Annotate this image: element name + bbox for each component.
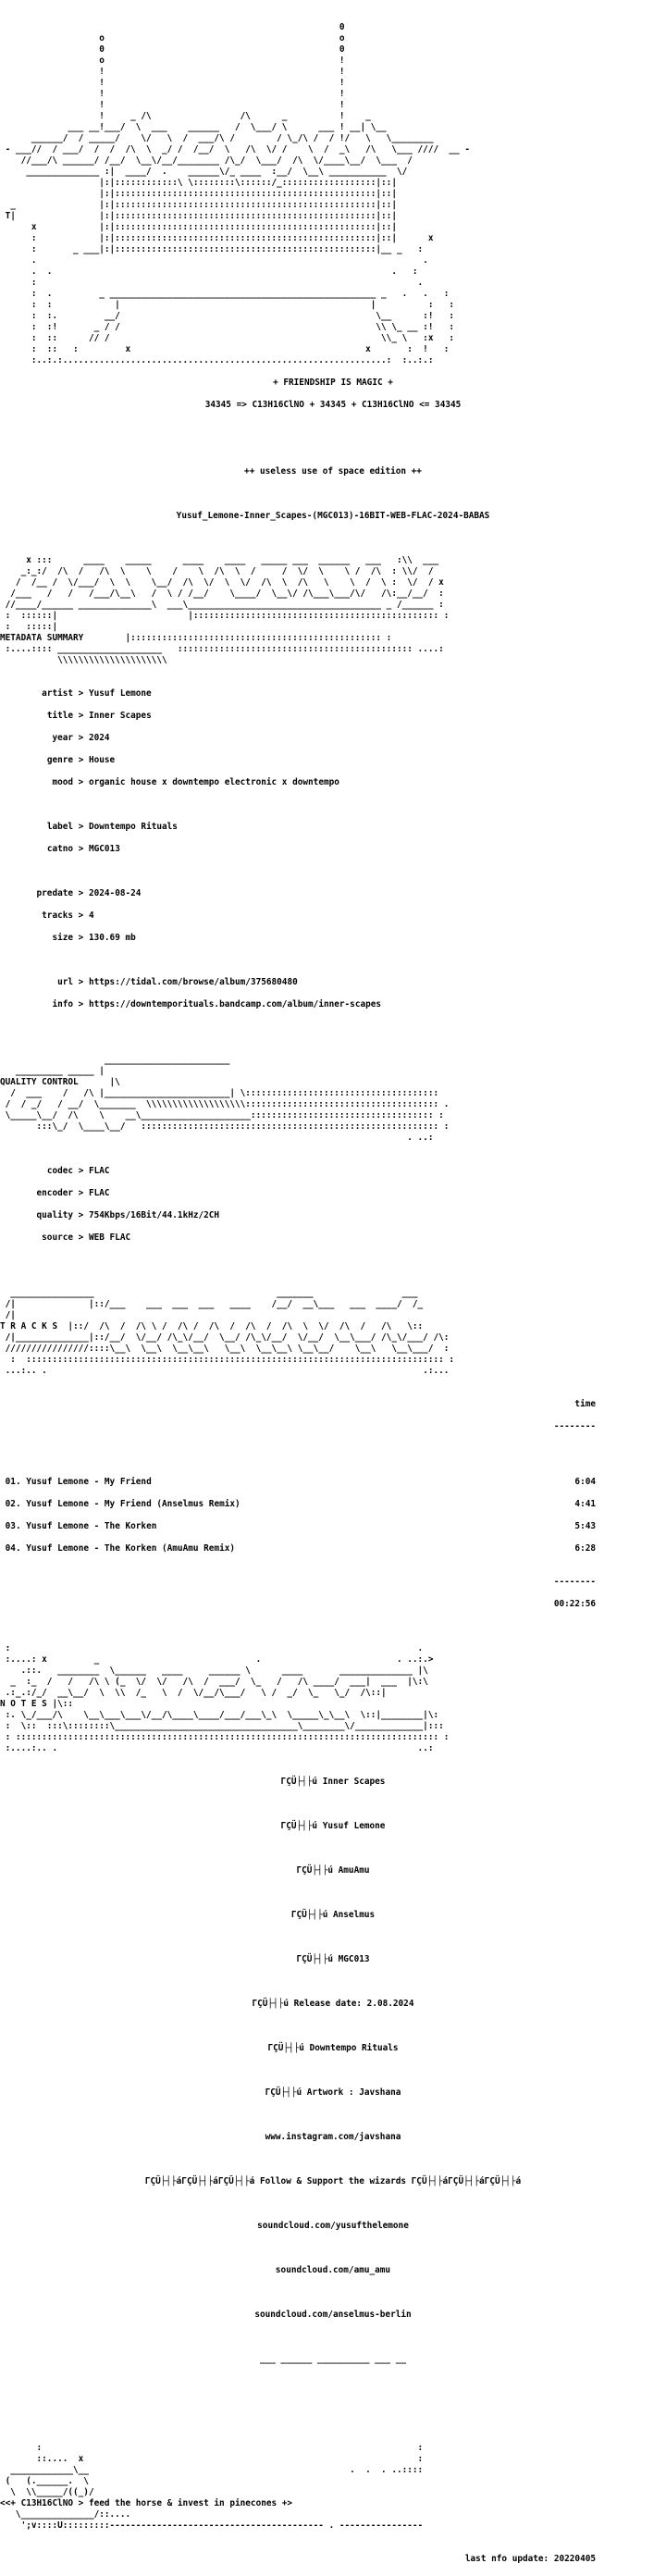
quality-codec-value: FLAC	[88, 1166, 110, 1176]
spacer	[0, 533, 666, 544]
quality-quality: quality > 754Kbps/16Bit/44.1kHz/2CH	[36, 1210, 220, 1220]
note-line: ΓÇÜ├┤├ú Anselmus	[290, 1910, 376, 1920]
tracks-separator-top: --------	[553, 1421, 596, 1431]
notes-ascii-art-2: |\:: :. \_/___/\ \__\___\___\/__/\____\____/___/___\_\ \_____\_\__\ \::|________|\: : \:: :::\::::::::\___________________________________\________\/_____________|::: : ::::::::::::::::::::::::::::::::::::::::::::::::::::::::::::::::::::::::::::::::: : :....:.. . ..:	[5, 1699, 450, 1753]
meta-mood-value: organic house x downtempo electronic x downtempo	[88, 777, 339, 787]
tracks-separator-bottom: --------	[553, 1577, 596, 1587]
spacer	[0, 799, 666, 811]
track-time: 6:28	[574, 1543, 596, 1554]
note-line: soundcloud.com/yusufthelemone	[257, 2221, 409, 2231]
spacer	[0, 2110, 666, 2121]
quality-source-value: WEB FLAC	[88, 1232, 131, 1243]
track-number: 02.	[5, 1499, 21, 1509]
tracks-section-title: T R A C K S	[0, 1321, 58, 1331]
track-row	[0, 1543, 666, 1554]
track-name: Yusuf Lemone - My Friend	[26, 1477, 152, 1487]
tracks-time-header: time	[574, 1399, 596, 1409]
track-number: 01.	[5, 1477, 21, 1487]
spacer	[0, 1843, 666, 1854]
header-tagline: + FRIENDSHIP IS MAGIC +	[273, 378, 393, 388]
spacer	[0, 489, 666, 500]
meta-tracks-value: 4	[88, 910, 94, 921]
meta-title: title > Inner Scapes	[46, 711, 152, 721]
track-number: 03.	[5, 1521, 21, 1531]
spacer	[0, 2376, 666, 2432]
track-row	[0, 1477, 666, 1488]
meta-year: year > 2024	[52, 733, 110, 743]
note-line: ΓÇÜ├┤├ú AmuAmu	[296, 1865, 370, 1876]
spacer	[0, 2287, 666, 2298]
spacer	[0, 1621, 666, 1632]
meta-genre: genre > House	[46, 755, 116, 765]
meta-url: url > https://tidal.com/browse/album/375680480	[57, 977, 298, 987]
meta-label: label > Downtempo Rituals	[46, 822, 178, 832]
note-line: ΓÇÜ├┤├ú Inner Scapes	[280, 1777, 386, 1787]
spacer	[0, 1754, 666, 1765]
metadata-ascii-art-2: |:::::::::::::::::::::::::::::::::::::::::::::::: : :....:::: ____________________ ::::::::::::::::::::::::::::::::::::::::::::: ....: \\\\\\\\\\\\\\\\\\\\\	[5, 633, 444, 665]
quality-encoder: encoder > FLAC	[36, 1188, 110, 1198]
meta-year-value: 2024	[88, 733, 110, 743]
header-formula: 34345 => C13H16ClNO + 34345 + C13H16ClNO <= 34345	[204, 400, 462, 410]
quality-source: source > WEB FLAC	[42, 1232, 131, 1243]
quality-ascii-art-2: |\ / ___ / /\ |________________________| \::::::::::::::::::::::::::::::::::::: / / _/ / __/ \_______ \\\\\\\\\\\\\\\\\\\::::::::::::::::::::::::::::::::::::: . \_____\__/ /\ \ __\_____________________::::::::::::::::::::::::::::::::::: : :::\_/ \____\__/ ::::::::::::::::::::::::::::::::::::::::::::::::::::::::: : . ..:	[5, 1077, 450, 1143]
spacer	[0, 1377, 666, 1388]
note-line: ΓÇÜ├┤├áΓÇÜ├┤├áΓÇÜ├┤├á Follow & Support the wizards ΓÇÜ├┤├áΓÇÜ├┤├áΓÇÜ├┤├á	[144, 2176, 522, 2186]
spacer	[0, 2065, 666, 2076]
meta-predate: predate > 2024-08-24	[36, 888, 142, 898]
metadata-section-title: METADATA SUMMARY	[0, 633, 84, 643]
header-ascii-art-top: 0 o o 0 0 o ! ! ! ! ! ! ! ! ! ! _ /\ /\ _ ! _ ___ __!___/ \ ___ ______ / \___/ \ ___ ! __| \__ ______/ / _____/ \/ \ / ___/\ / / \_/\ / / !/ \ \________ - ___// / ___/ / / /\ \ _/ / /__/ \ /\ \/ / \ / _\ /\ \___ //// __ - //___/\ ______/ /__/ \__\/__/________ /\_/ \___/ /\ \/____\__/ \___ / ______________ :| ____/ . ______\/_ ____ :__/ \__\ ___________ \/ |:|::::::::::::\ \::::::::\::::::/_::::::::::::::::::|::| |:|::::::::::::::::::::::::::::::::::::::::::::::::::|::| _ |:|::::::::::::::::::::::::::::::::::::::::::::::::::|::| T| |:|::::::::::::::::::::::::::::::::::::::::::::::::::|::| x |:|::::::::::::::::::::::::::::::::::::::::::::::::::|::| : |:|::::::::::::::::::::::::::::::::::::::::::::::::::|::| x : _ ___|:|::::::::::::::::::::::::::::::::::::::::::::::::::|__ _ : . . . . . : : . : . _ ___________________________________________________ _ . . : : : | | : : : :. __/ \__ :! : : :! _ / / \\ \_ __ :! : : :: // / \\_ \ :x : : :: : x x : ! : :..:.:..............................................................: :..:.:	[5, 22, 470, 365]
note-line: ΓÇÜ├┤├ú Artwork : Javshana	[265, 2087, 401, 2098]
meta-size-value: 130.69 mb	[88, 933, 136, 943]
spacer	[0, 2021, 666, 2032]
spacer	[0, 422, 666, 455]
footer-horse-line: <<+ C13H16ClNO > feed the horse & invest in pinecones +>	[0, 2498, 293, 2508]
note-line: ___ ______ __________ ___ __	[259, 2354, 407, 2364]
notes-section-title: N O T E S	[0, 1699, 47, 1709]
tracks-ascii-art-2: |::/ /\ / /\ \ / /\ / /\ / /\ / /\ \ \/ /\ / /\ \:: /|______________|::/__/ \/__/ /\_\/__/ \__/ /\_\/__/ \/__/ \__\___/ /\_\/___/ /\: ////////////////::::\__\ \__\ \__\__\ \__\ \__\__\ \__\__/ \__\ \__\___/ : : :::::::::::::::::::::::::::::::::::::::::::::::::::::::::::::::::::::::::::::::: : ...:.. . .:...	[5, 1321, 455, 1376]
spacer	[0, 866, 666, 877]
track-name: Yusuf Lemone - The Korken (AmuAmu Remix)	[26, 1543, 236, 1554]
quality-section-title: QUALITY CONTROL	[0, 1077, 79, 1087]
note-line: www.instagram.com/javshana	[265, 2132, 401, 2142]
note-line: soundcloud.com/amu_amu	[275, 2265, 391, 2275]
tracks-total-time: 00:22:56	[553, 1599, 596, 1609]
meta-url-value: https://tidal.com/browse/album/375680480	[88, 977, 298, 987]
note-line: ΓÇÜ├┤├ú MGC013	[296, 1954, 370, 1964]
track-time: 4:41	[574, 1499, 596, 1509]
meta-catno: catno > MGC013	[46, 844, 120, 854]
meta-artist: artist > Yusuf Lemone	[42, 688, 152, 699]
spacer	[0, 1888, 666, 1899]
meta-title-value: Inner Scapes	[88, 711, 152, 721]
meta-size: size > 130.69 mb	[52, 933, 136, 943]
spacer	[0, 2243, 666, 2254]
quality-ascii-art: ________________________ _________ _____ |	[15, 1055, 230, 1076]
note-line: ΓÇÜ├┤├ú Yusuf Lemone	[280, 1821, 386, 1831]
track-name: Yusuf Lemone - The Korken	[26, 1521, 157, 1531]
tracks-ascii-art: ________________ _______ ___ /| |::/___ ___ ___ ___ ____ /__/ __\___ ___ ____/ /_ /|	[5, 1288, 424, 1320]
spacer	[0, 1932, 666, 1943]
spacer	[0, 1443, 666, 1455]
spacer	[0, 1022, 666, 1044]
footer-ascii-art-2: \______________/::.... ';v::::U:::::::::----------------------------------------- . ----------------	[15, 2509, 424, 2531]
spacer	[0, 666, 666, 677]
spacer	[0, 2532, 666, 2543]
spacer	[0, 1799, 666, 1810]
quality-quality-value: 754Kbps/16Bit/44.1kHz/2CH	[88, 1210, 220, 1220]
track-name: Yusuf Lemone - My Friend (Anselmus Remix)	[26, 1499, 240, 1509]
release-name: Yusuf_Lemone-Inner_Scapes-(MGC013)-16BIT-WEB-FLAC-2024-BABAS	[176, 511, 490, 521]
meta-genre-value: House	[88, 755, 116, 765]
notes-ascii-art: : . :....: x _ . . ..:.> .::. ________ \______ ____ ______ \ ____ ______________ |\ _ :_ / / /\ \ (_ \/ \/ /\ / ___/ \_ / /\ ____/ ___| ___ |\:\ .:_.:/_/ __\__/ \ \\ /_ \ / \/__/\___/ \ / _/ \_ \_/ /\::|	[5, 1643, 434, 1698]
note-line: soundcloud.com/anselmus-berlin	[254, 2310, 412, 2320]
track-number: 04.	[5, 1543, 21, 1554]
quality-codec: codec > FLAC	[46, 1166, 110, 1176]
meta-predate-value: 2024-08-24	[88, 888, 142, 898]
meta-catno-value: MGC013	[88, 844, 120, 854]
meta-info-value: https://downtemporituals.bandcamp.com/album/inner-scapes	[88, 999, 382, 1009]
spacer	[0, 2154, 666, 2165]
spacer	[0, 2198, 666, 2210]
quality-encoder-value: FLAC	[88, 1188, 110, 1198]
meta-info: info > https://downtemporituals.bandcamp.com/album/inner-scapes	[52, 999, 382, 1009]
meta-mood: mood > organic house x downtempo electronic x downtempo	[52, 777, 339, 787]
track-time: 6:04	[574, 1477, 596, 1487]
spacer	[0, 1144, 666, 1155]
track-row	[0, 1521, 666, 1532]
note-line: ΓÇÜ├┤├ú Release date: 2.08.2024	[252, 1999, 414, 2009]
spacer	[0, 2332, 666, 2343]
metadata-ascii-art: x ::: ____ _____ ____ ____ _____ ___ ______ ___ :\\ ___ _:_:/ /\ / /\ \ \ / \ /\ \ / / \/ \ \ / /\ : \\/ / / /__ / \/___/ \ \ \__/ /\ \/ \ \/ /\ \ /\ \ \ / \ : \/ / x /___ / / /___/\__\ / \ / /__/ \____/ \__\/ /\___\___/\/ /\:__/__/ : //____/______ ______________\ ___\_____________________________________ _ /______ : : ::::::| |::::::::::::::::::::::::::::::::::::::::::::::: : : :::::|	[5, 555, 450, 632]
track-row	[0, 1499, 666, 1510]
track-time: 5:43	[574, 1521, 596, 1531]
meta-label-value: Downtempo Rituals	[88, 822, 178, 832]
note-line: ΓÇÜ├┤├ú Downtempo Rituals	[267, 2043, 399, 2053]
spacer	[0, 1255, 666, 1277]
spacer	[0, 955, 666, 966]
spacer	[0, 1976, 666, 1988]
footer-ascii-art: : : ::.... x : ____________\__ . . . ..:::: ( (.______. \ \ \\_____/((_)/	[5, 2443, 424, 2497]
tracklist	[0, 1466, 666, 1566]
last-update: last nfo update: 20220405	[464, 2554, 596, 2564]
meta-artist-value: Yusuf Lemone	[88, 688, 152, 699]
meta-tracks: tracks > 4	[42, 910, 94, 921]
edition-line: ++ useless use of space edition ++	[244, 466, 422, 477]
